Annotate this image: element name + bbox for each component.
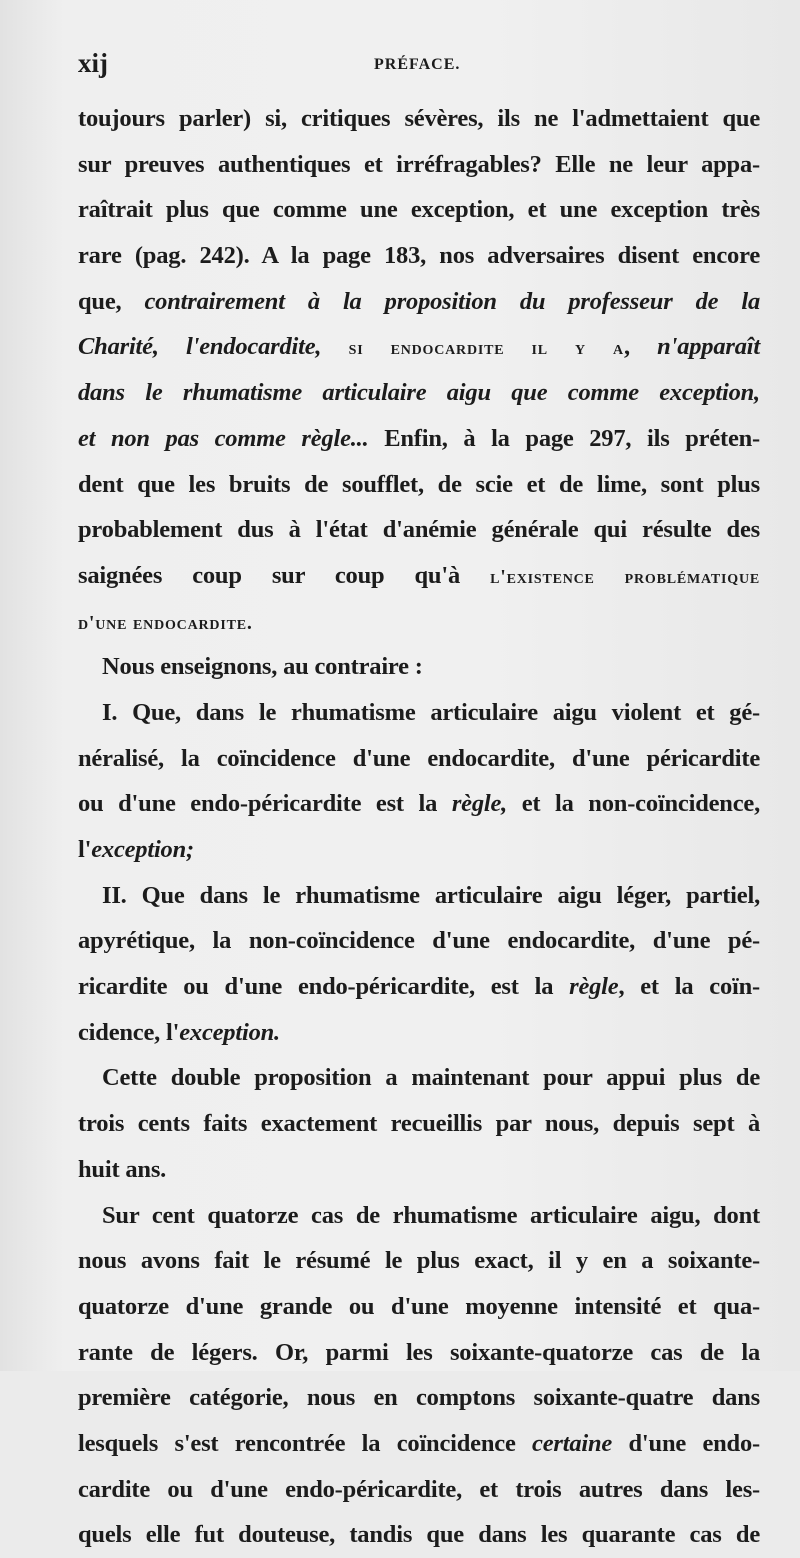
- text-line: dent que les bruits de soufflet, de scie et de lime, sont plus: [78, 470, 760, 498]
- page-number: xij: [78, 48, 108, 78]
- text-line: raîtrait plus que comme une exception, et une exception très: [78, 196, 760, 224]
- italic-word: certaine: [532, 1429, 613, 1457]
- text-line: néralisé, la coïncidence d'une endocardite, d'une péricardite: [78, 744, 760, 772]
- text-line: quels elle fut douteuse, tandis que dans les quarante cas de: [78, 1521, 760, 1549]
- small-caps-text: l'existence problématique: [490, 565, 760, 588]
- text-line: quatorze d'une grande ou d'une moyenne intensité et qua-: [78, 1292, 760, 1320]
- text-run: l': [78, 836, 92, 863]
- text-run: que,: [78, 287, 145, 315]
- small-caps-text: si endocardite il y a: [348, 337, 624, 360]
- text-line: [78, 827, 760, 873]
- text-line: II. Que dans le rhumatisme articulaire aigu léger, partiel,: [102, 881, 760, 909]
- text-line: Cette double proposition a maintenant pour appui plus de: [102, 1064, 760, 1092]
- text-run: ,: [623, 333, 658, 361]
- italic-quote: contrairement à la proposition du professeur de la: [144, 287, 760, 315]
- italic-quote: Charité, l'endocardite,: [78, 333, 349, 361]
- text-line: huit ans.: [78, 1155, 167, 1183]
- text-line: toujours parler) si, critiques sévères, ils ne l'admettaient que: [78, 105, 760, 132]
- text-line: [78, 781, 760, 827]
- text-line: rare (pag. 242). A la page 183, nos adversaires disent encore: [78, 242, 760, 270]
- text-run: d'une endo-: [612, 1429, 760, 1457]
- text-run: cidence, l': [78, 1018, 180, 1046]
- italic-word: règle: [569, 973, 619, 1001]
- text-line: apyrétique, la non-coïncidence d'une endocardite, d'une pé-: [78, 927, 760, 955]
- text-line: Nous enseignons, au contraire :: [102, 653, 423, 681]
- text-run: lesquels s'est rencontrée la coïncidence: [78, 1429, 533, 1457]
- text-line: Sur cent quatorze cas de rhumatisme articulaire aigu, dont: [102, 1201, 760, 1229]
- text-line: nous avons fait le résumé le plus exact, il y en a soixante-: [78, 1247, 760, 1275]
- text-run: ou d'une endo-péricardite est la: [78, 790, 452, 818]
- page-header: [78, 48, 752, 84]
- text-line: sur preuves authentiques et irréfragables? Elle ne leur appa-: [78, 150, 760, 178]
- text-line: [78, 553, 760, 599]
- text-run: ricardite ou d'une endo-péricardite, est la: [78, 973, 570, 1001]
- text-line: cardite ou d'une endo-péricardite, et trois autres dans les-: [78, 1475, 760, 1503]
- running-head: PRÉFACE.: [374, 56, 461, 73]
- italic-word: exception.: [179, 1018, 280, 1046]
- text-line: [78, 964, 760, 1010]
- italic-quote: et non pas comme règle...: [78, 424, 369, 452]
- text-line: [78, 1421, 760, 1467]
- text-line: [78, 370, 760, 416]
- text-line: [78, 324, 760, 370]
- small-caps-text: d'une endocardite.: [78, 611, 253, 634]
- text-line: I. Que, dans le rhumatisme articulaire aigu violent et gé-: [102, 698, 760, 726]
- text-run: et la non-coïncidence,: [507, 790, 760, 818]
- text-line: trois cents faits exactement recueillis par nous, depuis sept à: [78, 1110, 760, 1138]
- text-line: [78, 1010, 760, 1056]
- italic-word: règle,: [451, 790, 508, 818]
- text-line: [78, 279, 760, 325]
- text-run: saignées coup sur coup qu'à: [78, 561, 491, 589]
- text-run: , et la coïn-: [618, 973, 760, 1001]
- italic-word: exception;: [91, 836, 194, 863]
- text-line: [78, 416, 760, 462]
- text-line: rante de légers. Or, parmi les soixante-quatorze cas de la: [78, 1338, 760, 1366]
- text-run: Enfin, à la page 297, ils préten-: [368, 424, 761, 452]
- text-line: probablement dus à l'état d'anémie générale qui résulte des: [78, 516, 760, 544]
- text-line: [78, 599, 760, 645]
- italic-quote: n'apparaît: [657, 333, 760, 361]
- italic-quote: dans le rhumatisme articulaire aigu que comme exception,: [78, 379, 760, 407]
- text-line: première catégorie, nous en comptons soixante-quatre dans: [78, 1384, 760, 1412]
- body-text: [78, 96, 760, 1558]
